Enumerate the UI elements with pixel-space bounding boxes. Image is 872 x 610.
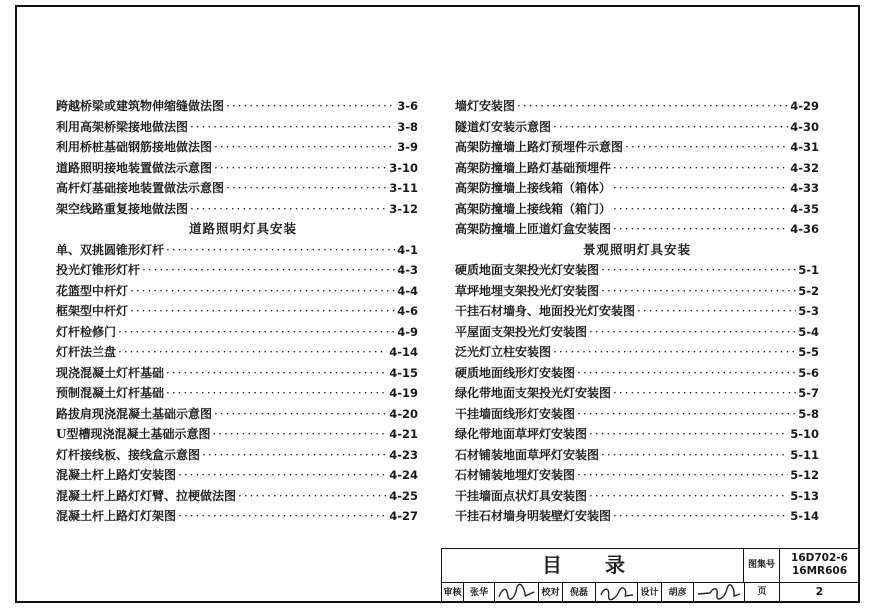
dot-leader xyxy=(178,465,387,486)
section-heading: 道路照明灯具安装 xyxy=(188,221,297,236)
toc-entry-page: 3-8 xyxy=(397,119,418,134)
toc-entry[interactable] xyxy=(56,424,418,445)
toc-entry-page: 4-9 xyxy=(397,324,418,339)
dot-leader xyxy=(226,96,395,117)
toc-entry-page: 5-4 xyxy=(798,324,819,339)
toc-entry[interactable] xyxy=(56,465,418,486)
toc-entry-page: 4-32 xyxy=(790,160,819,175)
toc-entry-page: 3-6 xyxy=(397,99,418,113)
toc-entry-title: 混凝土杆上路灯灯臂、拉梗做法图 xyxy=(56,488,237,503)
toc-entry-title: 干挂墙面线形灯安装图 xyxy=(455,406,576,421)
page-number: 2 xyxy=(815,585,824,598)
toc-entry-page: 5-3 xyxy=(798,304,819,318)
dot-leader xyxy=(553,117,788,138)
title-block-title: 目 录 xyxy=(442,549,744,582)
toc-entry-page: 3-12 xyxy=(389,201,418,216)
toc-entry-page: 4-23 xyxy=(389,447,418,462)
toc-entry-page: 3-10 xyxy=(389,160,418,175)
toc-entry-title: 干挂石材墙身、地面投光灯安装图 xyxy=(455,304,636,318)
toc-entry[interactable] xyxy=(455,342,819,363)
toc-entry-page: 4-30 xyxy=(790,119,819,134)
toc-entry-page: 4-36 xyxy=(790,222,819,236)
toc-entry-title: 路拔肩现浇混凝土基础示意图 xyxy=(56,406,213,421)
toc-entry[interactable] xyxy=(455,363,819,384)
designer-signature xyxy=(694,583,744,603)
toc-entry-title: 绿化带地面草坪灯安装图 xyxy=(455,427,588,441)
toc-entry[interactable] xyxy=(56,506,418,527)
toc-entry-title: 混凝土杆上路灯安装图 xyxy=(56,468,177,482)
toc-entry-page: 5-7 xyxy=(798,386,819,400)
checker-name: 倪磊 xyxy=(563,583,596,603)
toc-entry-page: 5-1 xyxy=(798,263,819,277)
toc-entry-page: 4-14 xyxy=(389,345,418,359)
toc-entry-title: 干挂墙面点状灯具安装图 xyxy=(455,488,588,503)
toc-entry[interactable] xyxy=(455,117,819,138)
toc-entry-page: 4-20 xyxy=(389,406,418,421)
toc-entry-page: 5-12 xyxy=(790,468,819,482)
toc-entry-title: 利用高架桥梁接地做法图 xyxy=(56,119,189,134)
toc-entry-title: 石材铺装地面草坪灯安装图 xyxy=(455,447,600,462)
toc-left-column xyxy=(56,96,418,527)
toc-entry[interactable] xyxy=(455,96,819,117)
toc-entry[interactable] xyxy=(56,363,418,384)
toc-entry-page: 5-13 xyxy=(790,488,819,503)
dot-leader xyxy=(613,219,788,240)
dot-leader xyxy=(118,342,387,363)
toc-entry-page: 4-21 xyxy=(389,427,418,441)
toc-entry-page: 4-15 xyxy=(389,365,418,380)
toc-entry-page: 4-19 xyxy=(389,386,418,400)
dot-leader xyxy=(601,260,796,281)
toc-entry-title: 灯杆检修门 xyxy=(56,324,117,339)
dot-leader xyxy=(166,240,395,261)
toc-entry-title: 高架防撞墙上路灯基础预埋件 xyxy=(455,160,612,175)
toc-entry-page: 5-5 xyxy=(798,345,819,359)
dot-leader xyxy=(589,424,788,445)
dot-leader xyxy=(613,506,788,527)
toc-entry-title: 框架型中杆灯 xyxy=(56,304,129,318)
toc-entry-title: 干挂石材墙身明装壁灯安装图 xyxy=(455,509,612,523)
dot-leader xyxy=(589,322,796,343)
toc-entry-title: 灯杆接线板、接线盒示意图 xyxy=(56,447,201,462)
toc-entry-title: 隧道灯安装示意图 xyxy=(455,119,552,134)
design-label: 设计 xyxy=(638,583,662,603)
toc-entry-page: 5-6 xyxy=(798,365,819,380)
toc-entry-title: 硬质地面支架投光灯安装图 xyxy=(455,263,600,277)
designer-name: 胡彦 xyxy=(662,583,694,603)
toc-entry-title: 泛光灯立柱安装图 xyxy=(455,345,552,359)
toc-entry-page: 4-29 xyxy=(790,99,819,113)
toc-entry-page: 4-4 xyxy=(397,283,418,298)
toc-entry-title: 道路照明接地装置做法示意图 xyxy=(56,160,213,175)
toc-entry-page: 4-1 xyxy=(397,242,418,257)
toc-entry[interactable] xyxy=(455,178,819,199)
dot-leader xyxy=(589,486,788,507)
toc-entry-title: 高架防撞墙上路灯预埋件示意图 xyxy=(455,140,624,154)
toc-entry[interactable] xyxy=(56,158,418,179)
toc-entry[interactable] xyxy=(56,240,418,261)
toc-entry-title: 单、双挑圆锥形灯杆 xyxy=(56,242,165,257)
atlas-number-label: 图集号 xyxy=(744,549,780,582)
toc-entry-title: 石材铺装地埋灯安装图 xyxy=(455,468,576,482)
toc-entry[interactable] xyxy=(56,199,418,220)
dot-leader xyxy=(637,301,796,322)
toc-entry-page: 5-14 xyxy=(790,509,819,523)
toc-entry[interactable] xyxy=(56,486,418,507)
toc-entry[interactable] xyxy=(455,445,819,466)
toc-entry-title: 跨越桥梁或建筑物伸缩缝做法图 xyxy=(56,99,225,113)
dot-leader xyxy=(202,445,387,466)
toc-entry-page: 4-24 xyxy=(389,468,418,482)
toc-entry[interactable] xyxy=(455,465,819,486)
checker-signature xyxy=(596,583,638,603)
toc-entry-title: U型槽现浇混凝土基础示意图 xyxy=(56,427,211,441)
toc-entry-title: 架空线路重复接地做法图 xyxy=(56,201,189,216)
toc-entry-title: 草坪地埋支架投光灯安装图 xyxy=(455,283,600,298)
dot-leader xyxy=(130,301,395,322)
dot-leader xyxy=(625,137,788,158)
toc-entry[interactable] xyxy=(455,322,819,343)
dot-leader xyxy=(613,199,788,220)
toc-entry-page: 4-35 xyxy=(790,201,819,216)
toc-entry[interactable] xyxy=(455,383,819,404)
toc-entry-title: 现浇混凝土灯杆基础 xyxy=(56,365,165,380)
dot-leader xyxy=(226,178,387,199)
toc-entry-title: 平屋面支架投光灯安装图 xyxy=(455,324,588,339)
toc-entry[interactable] xyxy=(455,301,819,322)
atlas-code-2: 16MR606 xyxy=(791,565,848,577)
toc-entry[interactable] xyxy=(56,445,418,466)
toc-entry-title: 灯杆法兰盘 xyxy=(56,345,117,359)
toc-entry[interactable] xyxy=(56,404,418,425)
toc-entry[interactable] xyxy=(455,260,819,281)
toc-entry-title: 花篮型中杆灯 xyxy=(56,283,129,298)
dot-leader xyxy=(212,424,387,445)
reviewer-name: 张华 xyxy=(464,583,495,603)
toc-entry[interactable] xyxy=(56,322,418,343)
dot-leader xyxy=(577,465,788,486)
toc-entry-page: 5-2 xyxy=(798,283,819,298)
dot-leader xyxy=(553,342,796,363)
dot-leader xyxy=(142,260,395,281)
toc-entry[interactable] xyxy=(455,158,819,179)
toc-entry-page: 4-31 xyxy=(790,140,819,154)
page-label: 页 xyxy=(744,582,780,602)
dot-leader xyxy=(238,486,387,507)
toc-entry-title: 利用桥桩基础钢筋接地做法图 xyxy=(56,140,213,154)
toc-entry-page: 4-33 xyxy=(790,181,819,195)
toc-entry[interactable] xyxy=(56,383,418,404)
dot-leader xyxy=(601,281,796,302)
dot-leader xyxy=(190,117,395,138)
toc-entry[interactable] xyxy=(455,219,819,240)
toc-entry-page: 3-11 xyxy=(389,181,418,195)
toc-entry[interactable] xyxy=(455,424,819,445)
toc-right-column xyxy=(455,96,819,527)
dot-leader xyxy=(130,281,395,302)
dot-leader xyxy=(178,506,387,527)
dot-leader xyxy=(613,158,788,179)
reviewer-signature xyxy=(495,583,539,603)
toc-entry-title: 高架防撞墙上接线箱（箱体） xyxy=(455,181,612,195)
dot-leader xyxy=(601,445,788,466)
toc-entry[interactable] xyxy=(56,178,418,199)
toc-entry[interactable] xyxy=(56,342,418,363)
toc-entry[interactable] xyxy=(56,281,418,302)
toc-entry-page: 5-10 xyxy=(790,427,819,441)
toc-entry[interactable] xyxy=(455,506,819,527)
dot-leader xyxy=(577,404,796,425)
toc-entry[interactable] xyxy=(455,486,819,507)
toc-entry-title: 混凝土杆上路灯灯架图 xyxy=(56,509,177,523)
dot-leader xyxy=(214,137,395,158)
toc-entry[interactable] xyxy=(56,260,418,281)
dot-leader xyxy=(613,178,788,199)
toc-entry-title: 预制混凝土灯杆基础 xyxy=(56,386,165,400)
toc-entry-page: 4-6 xyxy=(397,304,418,318)
toc-entry[interactable] xyxy=(56,117,418,138)
dot-leader xyxy=(214,158,387,179)
dot-leader xyxy=(214,404,387,425)
dot-leader xyxy=(166,383,387,404)
toc-entry-page: 4-27 xyxy=(389,509,418,523)
section-heading: 景观照明灯具安装 xyxy=(582,241,691,257)
dot-leader xyxy=(166,363,387,384)
dot-leader xyxy=(577,363,796,384)
toc-entry-page: 3-9 xyxy=(397,140,418,154)
toc-entry[interactable] xyxy=(455,281,819,302)
toc-entry-title: 硬质地面线形灯安装图 xyxy=(455,365,576,380)
dot-leader xyxy=(613,383,796,404)
toc-entry[interactable] xyxy=(455,199,819,220)
toc-entry[interactable] xyxy=(56,96,418,117)
toc-entry[interactable] xyxy=(455,137,819,158)
toc-entry[interactable] xyxy=(455,404,819,425)
dot-leader xyxy=(517,96,788,117)
toc-entry-title: 高架防撞墙上接线箱（箱门） xyxy=(455,201,612,216)
atlas-number xyxy=(780,549,859,582)
review-label: 审核 xyxy=(442,583,464,603)
toc-entry-page: 5-11 xyxy=(790,447,819,462)
title-block xyxy=(441,548,858,601)
toc-entry-title: 墙灯安装图 xyxy=(455,99,516,113)
toc-entry-title: 高杆灯基础接地装置做法示意图 xyxy=(56,181,225,195)
dot-leader xyxy=(190,199,387,220)
toc-entry-page: 4-3 xyxy=(397,263,418,277)
toc-entry[interactable] xyxy=(56,301,418,322)
toc-entry-page: 4-25 xyxy=(389,488,418,503)
toc-entry-title: 投光灯锥形灯杆 xyxy=(56,263,141,277)
dot-leader xyxy=(118,322,395,343)
toc-entry-title: 高架防撞墙上匝道灯盒安装图 xyxy=(455,222,612,236)
check-label: 校对 xyxy=(539,583,563,603)
atlas-code-1: 16D702-6 xyxy=(791,552,848,564)
toc-entry-title: 绿化带地面支架投光灯安装图 xyxy=(455,386,612,400)
toc-entry-page: 5-8 xyxy=(798,406,819,421)
toc-entry[interactable] xyxy=(56,137,418,158)
